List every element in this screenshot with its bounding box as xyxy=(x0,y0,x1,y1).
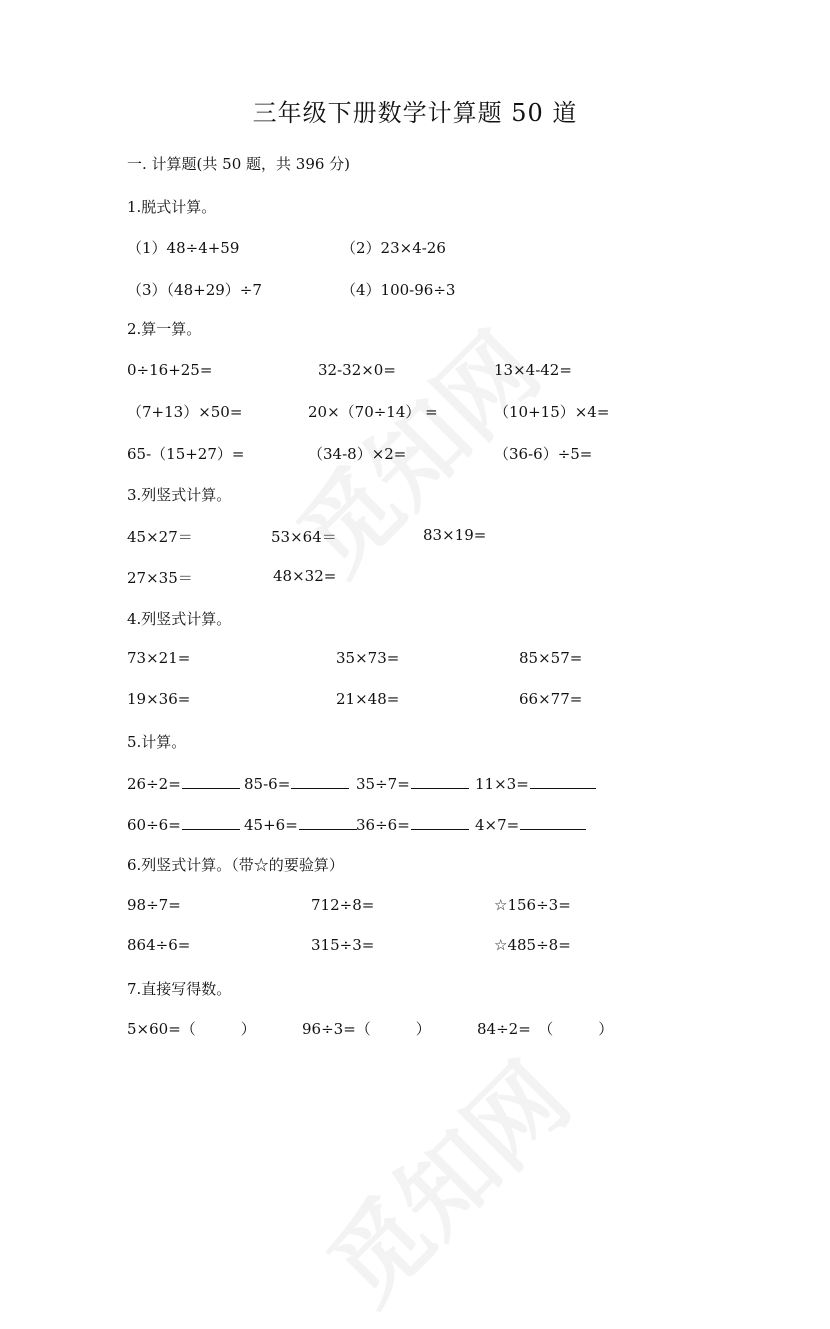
q1-row-2 xyxy=(0,279,830,301)
section-heading: 一. 计算题(共 50 题，共 396 分) xyxy=(127,155,351,173)
q3-row-2 xyxy=(0,567,830,589)
answer-blank[interactable] xyxy=(411,774,469,789)
q2-heading: 2.算一算。 xyxy=(127,320,202,338)
problem xyxy=(356,815,469,834)
problem-text: 85-6= xyxy=(244,775,291,793)
problem: （36-6）÷5= xyxy=(494,445,593,463)
q2-row-2 xyxy=(0,401,830,423)
q1-row-1 xyxy=(0,237,830,259)
answer-blank[interactable] xyxy=(182,815,240,830)
problem xyxy=(244,774,349,793)
problem xyxy=(475,815,586,834)
problem: 65-（15+27）= xyxy=(127,445,245,463)
problem: （7+13）×50= xyxy=(127,403,243,421)
problem: （3）（48+29）÷7 xyxy=(127,281,262,299)
problem: 66×77= xyxy=(519,690,583,708)
problem: 73×21= xyxy=(127,649,191,667)
problem: （34-8）×2= xyxy=(308,445,407,463)
q7-row-1 xyxy=(0,1018,830,1040)
problem xyxy=(127,815,240,834)
q7-heading: 7.直接写得数。 xyxy=(127,980,232,998)
q3-heading: 3.列竖式计算。 xyxy=(127,486,232,504)
q3-row-1 xyxy=(0,526,830,548)
q5-row-1 xyxy=(0,774,830,796)
problem: 712÷8= xyxy=(311,896,375,914)
problem: 53×64＝ xyxy=(271,528,337,546)
problem: 19×36= xyxy=(127,690,191,708)
problem: 85×57= xyxy=(519,649,583,667)
q5-row-2 xyxy=(0,815,830,837)
problem-text: 26÷2= xyxy=(127,775,181,793)
problem: 20×（70÷14） = xyxy=(308,403,438,421)
q2-row-1 xyxy=(0,361,830,383)
q4-heading: 4.列竖式计算。 xyxy=(127,610,232,628)
problem-text: 45+6= xyxy=(244,816,298,834)
watermark-bottom xyxy=(294,1028,595,1329)
answer-blank[interactable] xyxy=(291,774,349,789)
q2-row-3 xyxy=(0,443,830,465)
problem-text: 11×3= xyxy=(475,775,529,793)
problem: （2）23×4-26 xyxy=(341,239,446,257)
problem: 96÷3=（ ） xyxy=(302,1020,431,1038)
problem: 35×73= xyxy=(336,649,400,667)
problem: （10+15）×4= xyxy=(494,403,610,421)
problem xyxy=(475,774,596,793)
problem: 864÷6= xyxy=(127,936,191,954)
problem: 83×19= xyxy=(423,526,487,544)
q5-heading: 5.计算。 xyxy=(127,733,187,751)
problem: 98÷7= xyxy=(127,896,181,914)
problem: 0÷16+25= xyxy=(127,361,213,379)
answer-blank[interactable] xyxy=(299,815,357,830)
problem: 45×27＝ xyxy=(127,528,193,546)
answer-blank[interactable] xyxy=(411,815,469,830)
problem: 13×4-42= xyxy=(494,361,572,379)
problem: 27×35＝ xyxy=(127,569,193,587)
problem xyxy=(127,774,240,793)
q1-heading: 1.脱式计算。 xyxy=(127,198,217,216)
answer-blank[interactable] xyxy=(530,774,596,789)
problem: ☆156÷3= xyxy=(494,896,571,914)
q6-heading: 6.列竖式计算。（带☆的要验算） xyxy=(127,856,344,874)
problem: 32-32×0= xyxy=(318,361,396,379)
answer-blank[interactable] xyxy=(520,815,586,830)
problem: 84÷2= （ ） xyxy=(477,1020,614,1038)
problem: 48×32= xyxy=(273,567,337,585)
problem xyxy=(244,815,357,834)
problem: （4）100-96÷3 xyxy=(341,281,456,299)
problem-text: 4×7= xyxy=(475,816,520,834)
q6-row-1 xyxy=(0,896,830,918)
answer-blank[interactable] xyxy=(182,774,240,789)
problem: ☆485÷8= xyxy=(494,936,571,954)
problem: 315÷3= xyxy=(311,936,375,954)
page-title: 三年级下册数学计算题 50 道 xyxy=(252,99,578,127)
q4-row-1 xyxy=(0,649,830,671)
q6-row-2 xyxy=(0,936,830,958)
problem-text: 60÷6= xyxy=(127,816,181,834)
problem-text: 36÷6= xyxy=(356,816,410,834)
problem-text: 35÷7= xyxy=(356,775,410,793)
problem: 5×60=（ ） xyxy=(127,1020,256,1038)
problem: 21×48= xyxy=(336,690,400,708)
problem xyxy=(356,774,469,793)
problem: （1）48÷4+59 xyxy=(127,239,240,257)
q4-row-2 xyxy=(0,690,830,712)
